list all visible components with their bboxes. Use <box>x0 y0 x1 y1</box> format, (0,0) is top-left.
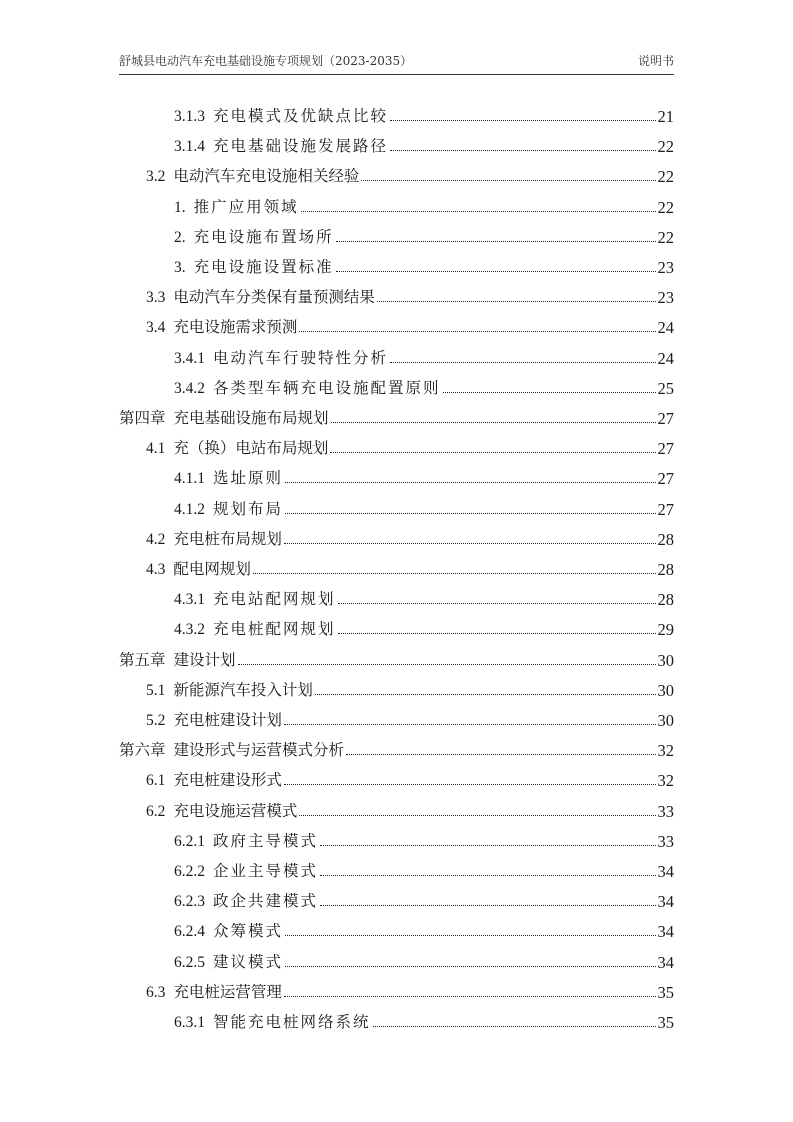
dot-leader <box>346 754 655 755</box>
toc-entry-title <box>174 892 318 914</box>
toc-entry-title <box>174 500 283 522</box>
toc-entry-title <box>174 137 388 159</box>
dot-leader <box>320 845 655 846</box>
toc-entry-text: 配电网规划 <box>173 560 251 578</box>
toc-entry-page: 28 <box>657 590 674 610</box>
toc-entry-text: 充电基础设施布局规划 <box>173 409 329 427</box>
toc-entry[interactable] <box>0 643 793 673</box>
toc-entry-page: 23 <box>657 258 674 277</box>
toc-entry-number: 6.1 <box>146 772 166 790</box>
dot-leader <box>285 966 655 967</box>
toc-entry-title <box>146 288 375 310</box>
dot-leader <box>338 603 656 604</box>
toc-entry-page: 27 <box>657 439 674 459</box>
toc-entry-text: 各类型车辆充电设施配置原则 <box>213 378 441 397</box>
toc-entry-number: 6.2.5 <box>174 953 205 971</box>
toc-entry-title <box>174 469 283 491</box>
toc-entry-title <box>174 590 336 612</box>
toc-entry-text: 电动汽车充电设施相关经验 <box>173 167 360 186</box>
toc-entry-title <box>174 228 334 250</box>
toc-entry[interactable] <box>0 1005 793 1035</box>
toc-entry-title <box>146 771 282 793</box>
toc-entry[interactable] <box>0 341 793 371</box>
toc-entry-title <box>174 107 388 129</box>
toc-entry[interactable] <box>0 522 793 552</box>
toc-entry-page: 22 <box>657 227 674 247</box>
document-type: 说明书 <box>637 54 674 68</box>
toc-entry-page: 33 <box>657 831 674 851</box>
toc-entry-title <box>174 862 318 884</box>
toc-entry-number: 3.1.3 <box>174 108 205 125</box>
toc-entry-title <box>119 651 236 673</box>
toc-entry-text: 充电模式及优缺点比较 <box>213 107 389 125</box>
toc-entry-number: 6.3 <box>146 983 166 1001</box>
toc-entry-title <box>174 953 283 975</box>
toc-entry[interactable] <box>0 220 793 250</box>
toc-entry[interactable] <box>0 190 793 220</box>
toc-entry-text: 规划布局 <box>213 499 284 518</box>
toc-entry[interactable] <box>0 612 793 642</box>
toc-entry-number: 4.3.2 <box>174 621 205 639</box>
toc-entry-text: 充电设施需求预测 <box>173 318 298 337</box>
toc-entry-text: 众筹模式 <box>213 922 284 941</box>
dot-leader <box>301 211 656 212</box>
dot-leader <box>285 513 655 514</box>
toc-entry-number: 6.2.3 <box>174 893 205 911</box>
toc-entry-text: 充电基础设施发展路径 <box>213 137 389 156</box>
toc-entry-number: 3.1.4 <box>174 138 205 156</box>
toc-entry-text: 政府主导模式 <box>213 831 319 850</box>
toc-entry-title <box>119 409 329 431</box>
toc-entry-page: 32 <box>657 771 674 791</box>
toc-entry[interactable] <box>0 461 793 491</box>
toc-entry[interactable] <box>0 914 793 944</box>
toc-entry-page: 30 <box>657 680 674 700</box>
toc-entry-number: 3.2 <box>146 168 166 186</box>
dot-leader <box>338 633 656 634</box>
toc-entry-text: 充电设施设置标准 <box>193 258 334 276</box>
toc-entry-text: 充电桩建设计划 <box>173 711 282 729</box>
toc-entry-title <box>174 832 318 854</box>
toc-entry-title <box>174 349 388 371</box>
toc-entry-page: 22 <box>657 167 674 187</box>
toc-entry-title <box>119 741 344 763</box>
dot-leader <box>315 694 656 695</box>
toc-entry-title <box>146 318 297 340</box>
toc-entry-page: 32 <box>657 741 674 761</box>
toc-entry-text: 建设形式与运营模式分析 <box>173 741 345 760</box>
page-header <box>119 52 674 75</box>
toc-entry-text: 建设计划 <box>173 650 236 669</box>
toc-entry-number: 6.2 <box>146 802 166 820</box>
toc-entry[interactable] <box>0 159 793 189</box>
dot-leader <box>320 875 655 876</box>
toc-entry-text: 充电桩配网规划 <box>213 620 336 639</box>
toc-entry-page: 22 <box>657 197 674 217</box>
dot-leader <box>377 301 656 302</box>
toc-entry-title <box>174 379 441 401</box>
toc-entry[interactable] <box>0 824 793 854</box>
toc-entry-text: 充（换）电站布局规划 <box>173 439 329 458</box>
toc-entry-page: 22 <box>657 137 674 157</box>
toc-entry-page: 27 <box>657 499 674 519</box>
toc-entry[interactable] <box>0 401 793 431</box>
toc-entry[interactable] <box>0 703 793 733</box>
toc-entry-text: 新能源汽车投入计划 <box>173 680 313 699</box>
toc-entry-number: 第六章 <box>119 742 166 760</box>
dot-leader <box>330 452 655 453</box>
toc-entry-number: 4.1.2 <box>174 500 205 518</box>
toc-entry-number: 3.4.2 <box>174 379 205 397</box>
dot-leader <box>253 573 656 574</box>
toc-entry-text: 智能充电桩网络系统 <box>213 1013 371 1031</box>
toc-entry-number: 2. <box>174 228 186 246</box>
toc-entry-page: 33 <box>657 801 674 821</box>
toc-entry-number: 6.2.2 <box>174 863 205 880</box>
dot-leader <box>320 905 655 906</box>
dot-leader <box>336 241 656 242</box>
dot-leader <box>361 180 655 181</box>
toc-entry-number: 6.3.1 <box>174 1014 205 1031</box>
document-title: 舒城县电动汽车充电基础设施专项规划（2023-2035） <box>119 54 413 68</box>
toc-entry-page: 24 <box>657 318 674 338</box>
toc-entry[interactable] <box>0 552 793 582</box>
toc-entry-title <box>174 922 283 944</box>
toc-entry[interactable] <box>0 733 793 763</box>
toc-entry-text: 推广应用领域 <box>193 197 299 216</box>
dot-leader <box>299 815 655 816</box>
dot-leader <box>390 150 655 151</box>
dot-leader <box>443 392 656 393</box>
toc-entry[interactable] <box>0 582 793 612</box>
dot-leader <box>390 120 655 121</box>
dot-leader <box>284 784 656 785</box>
toc-entry-number: 3.4 <box>146 319 166 337</box>
toc-entry[interactable] <box>0 794 793 824</box>
toc-entry-number: 6.2.1 <box>174 832 205 850</box>
toc-entry-number: 4.1 <box>146 440 166 458</box>
toc-entry-page: 28 <box>657 560 674 579</box>
dot-leader <box>285 935 655 936</box>
toc-entry-page: 34 <box>657 862 674 881</box>
toc-entry[interactable] <box>0 371 793 401</box>
toc-entry-page: 24 <box>657 348 674 368</box>
toc-entry-page: 30 <box>657 650 674 670</box>
dot-leader <box>284 996 656 997</box>
toc-entry-number: 第四章 <box>119 410 166 427</box>
toc-entry-number: 4.1.1 <box>174 470 205 488</box>
toc-entry-title <box>146 167 359 189</box>
toc-entry-text: 建议模式 <box>213 952 284 971</box>
toc-entry[interactable] <box>0 884 793 914</box>
dot-leader <box>299 331 655 332</box>
toc-entry-page: 23 <box>657 288 674 308</box>
toc-entry-title <box>174 258 334 280</box>
toc-entry-number: 3. <box>174 259 186 276</box>
toc-entry-title <box>146 530 282 552</box>
toc-entry-page: 35 <box>657 1013 674 1032</box>
toc-entry-text: 政企共建模式 <box>213 892 319 911</box>
toc-entry-title <box>146 439 328 461</box>
toc-entry-number: 4.3.1 <box>174 591 205 609</box>
toc-entry-number: 6.2.4 <box>174 923 205 941</box>
toc-entry-text: 选址原则 <box>213 469 284 488</box>
toc-entry-page: 34 <box>657 922 674 942</box>
dot-leader <box>373 1026 656 1027</box>
toc-entry-page: 25 <box>657 378 674 398</box>
toc-entry[interactable] <box>0 854 793 884</box>
toc-entry[interactable] <box>0 280 793 310</box>
toc-entry[interactable] <box>0 250 793 280</box>
dot-leader <box>238 664 656 665</box>
toc-entry-title <box>146 802 297 824</box>
toc-entry[interactable] <box>0 763 793 793</box>
toc-entry-number: 4.2 <box>146 530 166 548</box>
toc-entry-page: 34 <box>657 892 674 912</box>
toc-entry[interactable] <box>0 99 793 129</box>
toc-entry-page: 27 <box>657 469 674 489</box>
toc-entry-title <box>146 560 251 582</box>
dot-leader <box>285 482 655 483</box>
dot-leader <box>284 543 656 544</box>
toc-entry-title <box>146 711 282 733</box>
toc-entry-text: 电动汽车分类保有量预测结果 <box>173 288 375 307</box>
dot-leader <box>331 422 656 423</box>
toc-entry-text: 充电设施布置场所 <box>193 227 334 246</box>
dot-leader <box>284 724 656 725</box>
dot-leader <box>390 362 655 363</box>
toc-entry-title <box>174 1013 371 1035</box>
toc-entry[interactable] <box>0 673 793 703</box>
toc-entry-page: 28 <box>657 529 674 549</box>
toc-entry-number: 3.3 <box>146 289 166 307</box>
toc-entry[interactable] <box>0 975 793 1005</box>
toc-entry-text: 充电桩布局规划 <box>173 529 282 548</box>
toc-entry-number: 第五章 <box>119 651 166 669</box>
toc-entry-page: 34 <box>657 952 674 972</box>
toc-entry-page: 29 <box>657 620 674 640</box>
toc-entry-page: 35 <box>657 982 674 1002</box>
toc-entry-title <box>174 198 299 220</box>
toc-entry-text: 充电站配网规划 <box>213 590 336 609</box>
toc-entry-number: 4.3 <box>146 561 166 578</box>
toc-entry-title <box>146 983 282 1005</box>
toc-entry-text: 充电设施运营模式 <box>173 801 298 820</box>
toc-entry-page: 30 <box>657 711 674 730</box>
toc-entry-title <box>174 620 336 642</box>
toc-entry-title <box>146 681 313 703</box>
dot-leader <box>336 271 656 272</box>
toc-entry[interactable] <box>0 310 793 340</box>
toc-entry[interactable] <box>0 129 793 159</box>
toc-entry[interactable] <box>0 431 793 461</box>
toc-entry-page: 21 <box>657 107 674 126</box>
toc-entry-text: 电动汽车行驶特性分析 <box>213 348 389 367</box>
toc-entry[interactable] <box>0 492 793 522</box>
toc-entry-text: 充电桩建设形式 <box>173 771 282 790</box>
toc-entry-page: 27 <box>657 409 674 428</box>
toc-entry-number: 1. <box>174 198 186 216</box>
toc-entry-text: 充电桩运营管理 <box>173 982 282 1001</box>
toc-entry[interactable] <box>0 945 793 975</box>
toc-entry-number: 5.1 <box>146 681 166 699</box>
toc-entry-number: 5.2 <box>146 712 166 729</box>
toc-entry-text: 企业主导模式 <box>213 862 319 880</box>
toc-entry-number: 3.4.1 <box>174 349 205 367</box>
